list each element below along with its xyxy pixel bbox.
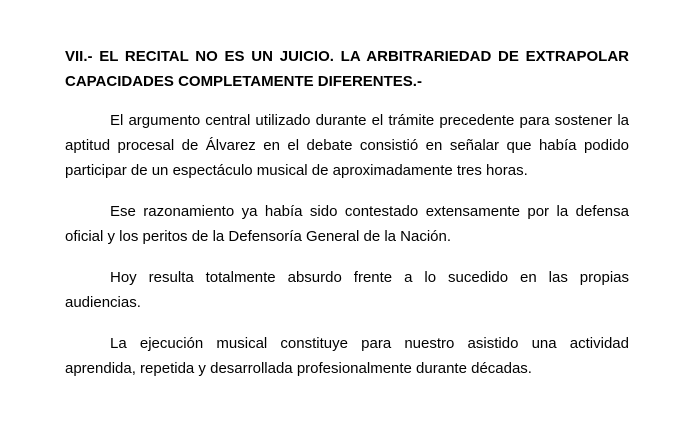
spacer bbox=[65, 94, 629, 108]
spacer bbox=[65, 249, 629, 265]
paragraph-4: La ejecución musical constituye para nuestro asistido una actividad aprendida, repetida y desarrollada profesionalmente durante décadas. bbox=[65, 335, 629, 377]
paragraph-1: El argumento central utilizado durante el trámite precedente para sostener la aptitud procesal de Álvarez en el debate consistió en señalar que había podido participar de un espectáculo musical de aproximadamente tres horas. bbox=[65, 112, 629, 179]
spacer bbox=[65, 183, 629, 199]
section-heading: VII.- EL RECITAL NO ES UN JUICIO. LA ARBITRARIEDAD DE EXTRAPOLAR CAPACIDADES COMPLETAMENTE DIFERENTES.- bbox=[65, 48, 629, 90]
spacer bbox=[65, 315, 629, 331]
paragraph-2: Ese razonamiento ya había sido contestado extensamente por la defensa oficial y los peritos de la Defensoría General de la Nación. bbox=[65, 203, 629, 245]
document-page bbox=[65, 44, 629, 381]
paragraph-3: Hoy resulta totalmente absurdo frente a lo sucedido en las propias audiencias. bbox=[65, 269, 629, 311]
